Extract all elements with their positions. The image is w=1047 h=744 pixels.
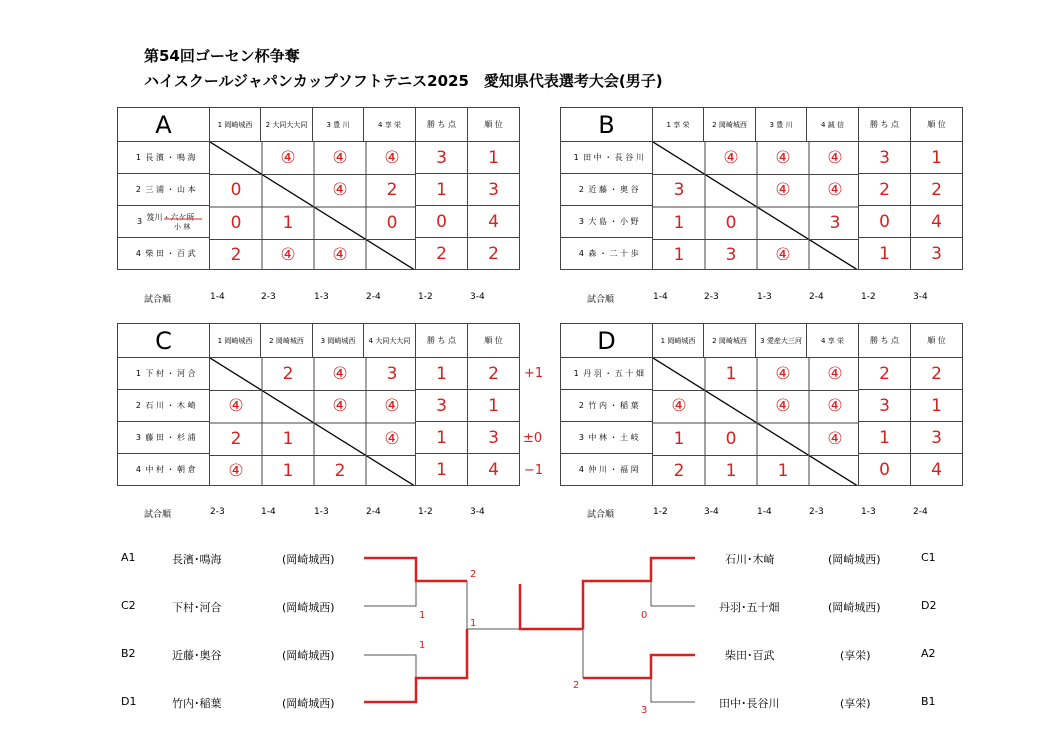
- order-label: 試合順: [144, 510, 172, 520]
- rank-cell: 3: [911, 422, 963, 454]
- wins-cell: 3: [416, 390, 468, 422]
- ko-score: 1: [419, 640, 426, 651]
- group-c-adjust-3: ±0: [523, 431, 543, 446]
- player-name: 柴 田 ・ 百 武: [145, 249, 196, 258]
- player-number: 1: [135, 369, 141, 378]
- ko-score: 2: [573, 680, 580, 691]
- group-a-wins-header: 勝 ち 点: [416, 108, 468, 142]
- group-d-opponent-3: 3 愛産大三河: [756, 324, 807, 358]
- result-cell: 1: [673, 213, 685, 233]
- result-cell: 2: [386, 180, 398, 200]
- bracket-win-line: [364, 558, 467, 581]
- player-number: 2: [135, 185, 141, 194]
- player-name: 藤 田 ・ 杉 浦: [145, 433, 196, 442]
- group-a-rank-header: 順 位: [468, 108, 520, 142]
- order-item: 3-4: [913, 292, 928, 302]
- group-c-wins-header: 勝 ち 点: [416, 324, 468, 358]
- ko-right-1-name: 石川･木崎: [725, 553, 775, 566]
- wins-cell: 1: [416, 358, 468, 390]
- player-number: 4: [578, 249, 584, 258]
- bracket-line: [364, 655, 416, 678]
- result-cell: ④: [332, 180, 348, 200]
- wins-cell: 0: [859, 206, 911, 238]
- order-item: 3-4: [470, 507, 485, 517]
- result-cell: ④: [775, 148, 791, 168]
- wins-cell: 0: [416, 206, 468, 238]
- ko-right-4-name: 田中･長谷川: [719, 697, 780, 710]
- wins-cell: 3: [859, 390, 911, 422]
- rank-cell: 4: [468, 206, 520, 238]
- wins-cell: 1: [859, 422, 911, 454]
- order-item: 2-4: [366, 507, 381, 517]
- group-a-opponent-2: 2 大同大大同: [261, 108, 313, 142]
- group-d-wins-header: 勝 ち 点: [859, 324, 911, 358]
- group-b-opponent-3: 3 豊 川: [756, 108, 807, 142]
- order-item: 2-4: [913, 507, 928, 517]
- wins-cell: 1: [416, 174, 468, 206]
- result-cell: ④: [332, 245, 348, 265]
- result-cell: 0: [386, 213, 398, 233]
- rank-cell: 2: [468, 358, 520, 390]
- player-number: 3: [136, 217, 143, 226]
- player-number: 3: [578, 433, 584, 442]
- rank-cell: 3: [911, 238, 963, 270]
- result-cell: 1: [282, 461, 294, 481]
- ko-left-4-name: 竹内･稲葉: [172, 697, 222, 710]
- player-number: 1: [573, 369, 579, 378]
- result-cell: 1: [725, 364, 737, 384]
- result-cell: ④: [775, 245, 791, 265]
- order-label: 試合順: [144, 295, 172, 305]
- ko-left-4-school: (岡崎城西): [282, 697, 335, 710]
- rank-cell: 4: [468, 454, 520, 486]
- ko-right-3-seed: A2: [921, 647, 936, 660]
- result-cell: 3: [386, 364, 398, 384]
- player-name: 丹 羽 ・ 五 十 畑: [583, 369, 644, 378]
- player-number: 2: [135, 401, 141, 410]
- order-item: 1-2: [653, 507, 668, 517]
- player-name: 長 濱 ・ 鳴 海: [145, 153, 196, 162]
- ko-score: 0: [641, 610, 648, 621]
- ko-right-3-name: 柴田･百武: [725, 649, 775, 662]
- group-d-rank-header: 順 位: [911, 324, 963, 358]
- player-number: 2: [578, 401, 584, 410]
- bracket-win-line: [583, 655, 695, 678]
- order-item: 2-3: [809, 507, 824, 517]
- ko-right-2-name: 丹羽･五十畑: [719, 601, 780, 614]
- player-number: 3: [578, 217, 584, 226]
- player-number: 2: [578, 185, 584, 194]
- player-name: 仲 川 ・ 福 岡: [588, 465, 639, 474]
- player-name: 田 中 ・ 長 谷 川: [583, 153, 644, 162]
- group-d-opponent-1: 1 岡崎城西: [653, 324, 704, 358]
- order-item: 3-4: [704, 507, 719, 517]
- ko-score: 1: [470, 618, 477, 629]
- result-cell: 3: [829, 213, 841, 233]
- ko-left-2-school: (岡崎城西): [282, 601, 335, 614]
- wins-cell: 1: [416, 454, 468, 486]
- result-cell: ④: [384, 396, 400, 416]
- result-cell: ④: [384, 148, 400, 168]
- result-cell: 2: [282, 364, 294, 384]
- rank-cell: 3: [468, 422, 520, 454]
- group-c-rank-header: 順 位: [468, 324, 520, 358]
- group-c-opponent-4: 4 大同大大同: [364, 324, 416, 358]
- rank-cell: 1: [468, 390, 520, 422]
- order-item: 1-3: [861, 507, 876, 517]
- bracket-line: [651, 678, 695, 702]
- result-cell: ④: [228, 396, 244, 416]
- ko-left-3-name: 近藤･奥谷: [172, 649, 222, 662]
- group-c-name: C: [118, 324, 210, 358]
- ko-left-2-name: 下村･河合: [172, 601, 222, 614]
- order-item: 2-3: [210, 507, 225, 517]
- result-cell: 2: [230, 429, 242, 449]
- result-cell: 1: [282, 213, 294, 233]
- result-cell: 3: [725, 245, 737, 265]
- group-b-name: B: [561, 108, 653, 142]
- ko-left-1-school: (岡崎城西): [282, 553, 335, 566]
- player-name: 中 村 ・ 朝 倉: [145, 465, 196, 474]
- ko-right-1-school: (岡崎城西): [828, 553, 881, 566]
- ko-left-3-school: (岡崎城西): [282, 649, 335, 662]
- group-c-opponent-2: 2 岡崎城西: [261, 324, 313, 358]
- player-name: 森 ・ 二 十 歩: [588, 249, 639, 258]
- ko-right-4-seed: B1: [921, 695, 936, 708]
- group-b-opponent-1: 1 享 栄: [653, 108, 704, 142]
- group-a-opponent-3: 3 豊 川: [313, 108, 364, 142]
- player-name: 三 浦 ・ 山 本: [145, 185, 196, 194]
- result-cell: ④: [280, 148, 296, 168]
- result-cell: 3: [673, 180, 685, 200]
- ko-left-3-seed: B2: [121, 647, 136, 660]
- ko-right-1-seed: C1: [921, 551, 936, 564]
- rank-cell: 2: [468, 238, 520, 270]
- group-a-name: A: [118, 108, 210, 142]
- result-cell: ④: [332, 148, 348, 168]
- bracket-line: [651, 581, 695, 606]
- bracket-win-line: [520, 584, 583, 629]
- order-item: 2-4: [366, 292, 381, 302]
- result-cell: ④: [827, 148, 843, 168]
- group-c-opponent-3: 3 岡崎城西: [313, 324, 364, 358]
- result-cell: 0: [230, 180, 242, 200]
- player-name: 笈川・六ケ所: [146, 213, 195, 222]
- result-cell: ④: [827, 180, 843, 200]
- bracket-win-line: [583, 558, 695, 629]
- result-cell: 1: [673, 429, 685, 449]
- player-number: 4: [578, 465, 584, 474]
- order-item: 1-2: [418, 292, 433, 302]
- order-label: 試合順: [587, 295, 615, 305]
- group-c-opponent-1: 1 岡崎城西: [210, 324, 261, 358]
- result-cell: 0: [725, 213, 737, 233]
- order-item: 1-3: [757, 292, 772, 302]
- player-name: 近 藤 ・ 奥 谷: [588, 185, 639, 194]
- rank-cell: 1: [468, 142, 520, 174]
- order-item: 1-4: [653, 292, 668, 302]
- result-cell: ④: [384, 429, 400, 449]
- result-cell: ④: [280, 245, 296, 265]
- rank-cell: 4: [911, 206, 963, 238]
- result-cell: 2: [334, 461, 346, 481]
- bracket-line: [364, 581, 416, 606]
- order-item: 1-4: [757, 507, 772, 517]
- order-item: 1-3: [314, 292, 329, 302]
- player-number: 3: [135, 433, 141, 442]
- result-cell: ④: [827, 364, 843, 384]
- wins-cell: 1: [859, 238, 911, 270]
- order-item: 2-3: [261, 292, 276, 302]
- result-cell: ④: [228, 461, 244, 481]
- rank-cell: 1: [911, 390, 963, 422]
- group-d-opponent-4: 4 享 栄: [807, 324, 859, 358]
- player-name: 中 林 ・ 土 岐: [588, 433, 639, 442]
- result-cell: ④: [775, 364, 791, 384]
- title-line2: ハイスクールジャパンカップソフトテニス2025 愛知県代表選考大会(男子): [144, 72, 663, 90]
- order-item: 1-2: [861, 292, 876, 302]
- group-c-adjust-4: −1: [524, 463, 544, 478]
- result-cell: ④: [332, 364, 348, 384]
- order-item: 2-3: [704, 292, 719, 302]
- ko-left-2-seed: C2: [121, 599, 136, 612]
- result-cell: ④: [775, 396, 791, 416]
- result-cell: 0: [725, 429, 737, 449]
- player-number: 4: [135, 249, 141, 258]
- wins-cell: 2: [416, 238, 468, 270]
- wins-cell: 1: [416, 422, 468, 454]
- result-cell: 1: [725, 461, 737, 481]
- ko-score: 2: [470, 569, 477, 580]
- group-d-name: D: [561, 324, 653, 358]
- wins-cell: 2: [859, 174, 911, 206]
- rank-cell: 1: [911, 142, 963, 174]
- result-cell: 2: [230, 245, 242, 265]
- group-c-adjust-1: +1: [524, 366, 544, 381]
- result-cell: 1: [777, 461, 789, 481]
- ko-left-1-seed: A1: [121, 551, 136, 564]
- result-cell: 2: [673, 461, 685, 481]
- group-a-opponent-4: 4 享 栄: [364, 108, 416, 142]
- rank-cell: 2: [911, 358, 963, 390]
- ko-score: 3: [641, 705, 648, 716]
- order-item: 1-2: [418, 507, 433, 517]
- group-d-opponent-2: 2 岡崎城西: [704, 324, 756, 358]
- player-name: 下 村 ・ 河 合: [145, 369, 196, 378]
- ko-left-1-name: 長濱･鳴海: [172, 553, 222, 566]
- result-cell: ④: [827, 396, 843, 416]
- ko-right-3-school: (享栄): [840, 649, 871, 662]
- ko-right-2-school: (岡崎城西): [828, 601, 881, 614]
- group-b-opponent-4: 4 誠 信: [807, 108, 859, 142]
- group-b-opponent-2: 2 岡崎城西: [704, 108, 756, 142]
- ko-right-2-seed: D2: [921, 599, 937, 612]
- ko-left-4-seed: D1: [121, 695, 137, 708]
- order-item: 1-4: [261, 507, 276, 517]
- order-item: 2-4: [809, 292, 824, 302]
- wins-cell: 3: [416, 142, 468, 174]
- player-name: 竹 内 ・ 稲 葉: [588, 401, 639, 410]
- order-item: 1-3: [314, 507, 329, 517]
- title-line1: 第54回ゴーセン杯争奪: [144, 47, 300, 65]
- player-number: 1: [135, 153, 141, 162]
- wins-cell: 2: [859, 358, 911, 390]
- rank-cell: 4: [911, 454, 963, 486]
- rank-cell: 3: [468, 174, 520, 206]
- wins-cell: 0: [859, 454, 911, 486]
- player-name: 大 島 ・ 小 野: [588, 217, 639, 226]
- result-cell: 0: [230, 213, 242, 233]
- ko-right-4-school: (享栄): [840, 697, 871, 710]
- result-cell: 1: [282, 429, 294, 449]
- result-cell: ④: [332, 396, 348, 416]
- ko-score: 1: [419, 610, 426, 621]
- group-b-wins-header: 勝 ち 点: [859, 108, 911, 142]
- group-b-rank-header: 順 位: [911, 108, 963, 142]
- order-item: 1-4: [210, 292, 225, 302]
- result-cell: ④: [827, 429, 843, 449]
- player-sub-name: 小 林: [174, 223, 191, 231]
- group-a-opponent-1: 1 岡崎城西: [210, 108, 261, 142]
- result-cell: ④: [775, 180, 791, 200]
- player-number: 1: [573, 153, 579, 162]
- result-cell: 1: [673, 245, 685, 265]
- rank-cell: 2: [911, 174, 963, 206]
- order-label: 試合順: [587, 510, 615, 520]
- wins-cell: 3: [859, 142, 911, 174]
- order-item: 3-4: [470, 292, 485, 302]
- player-name: 石 川 ・ 木 崎: [145, 401, 196, 410]
- result-cell: ④: [723, 148, 739, 168]
- result-cell: ④: [671, 396, 687, 416]
- player-number: 4: [135, 465, 141, 474]
